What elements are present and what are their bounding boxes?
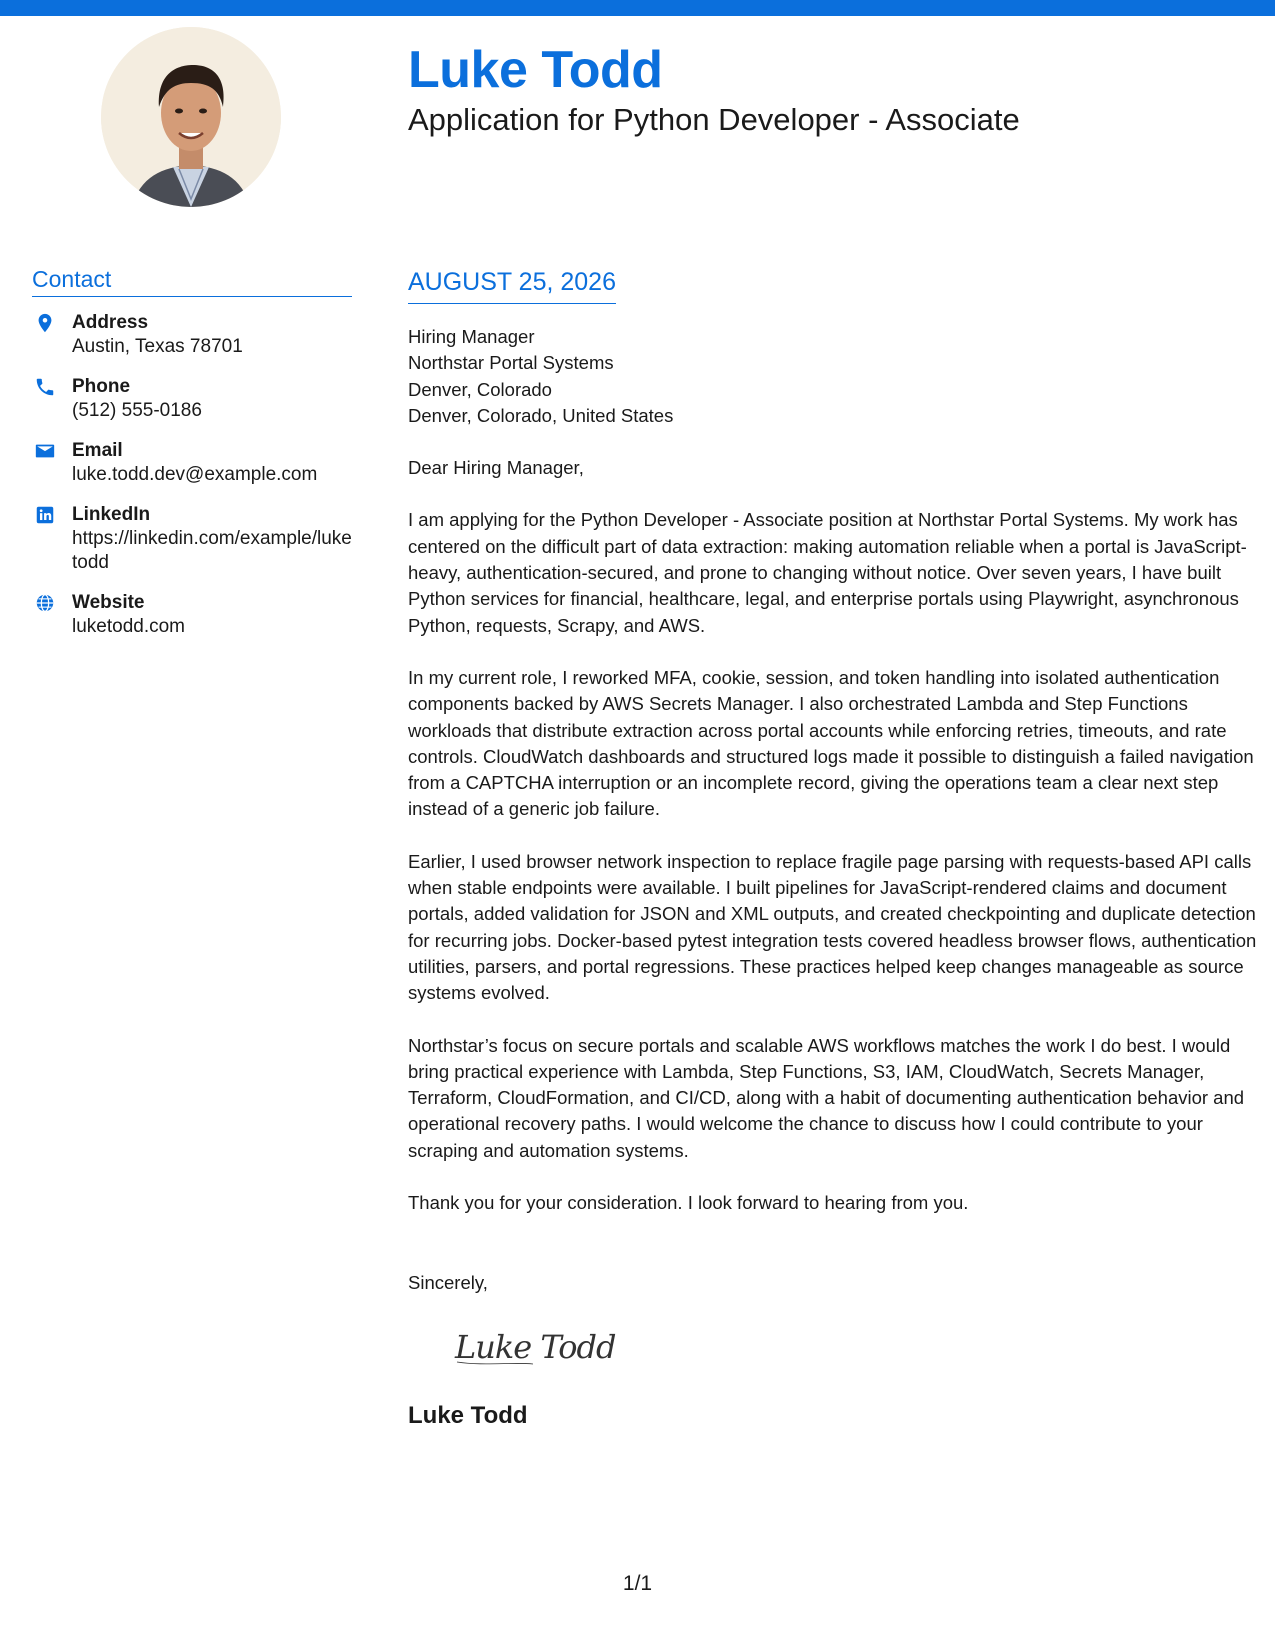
letter-body [408,268,1258,1430]
email-label: Email [72,440,123,461]
body-paragraph: Thank you for your consideration. I look forward to hearing from you. [408,1192,969,1214]
recipient-line: Denver, Colorado [408,378,552,400]
letter-date: AUGUST 25, 2026 [408,268,616,304]
contact-linkedin [32,503,352,575]
recipient-line: Denver, Colorado, United States [408,404,674,426]
phone-value: (512) 555-0186 [72,400,202,421]
applicant-name: Luke Todd [408,41,663,99]
body-paragraph: Earlier, I used browser network inspection to replace fragile page parsing with requests-based API calls when stable endpoints were available. I built pipelines for JavaScript-rendered claims and document portals, added validation for JSON and XML outputs, and created checkpointing and duplicate detection for recurring jobs. Docker-based pytest integration tests covered headless browser flows, authentication utilities, parsers, and portal regressions. These practices helped keep changes manageable as source systems evolved. [408,850,1257,1004]
closing: Sincerely, [408,1272,488,1294]
contact-website [32,591,352,639]
globe-icon [34,592,56,614]
handwritten-signature [453,1322,1258,1382]
recipient-block [408,324,1258,429]
address-label: Address [72,312,149,333]
svg-text:Luke Todd: Luke Todd [455,1328,616,1367]
address-value: Austin, Texas 78701 [72,336,243,357]
signer-name: Luke Todd [408,1402,528,1430]
profile-photo [101,27,281,207]
phone-label: Phone [72,376,131,397]
contact-section [32,266,352,655]
contact-phone [32,375,352,423]
location-pin-icon [34,312,56,334]
contact-address [32,311,352,359]
email-icon [34,440,56,462]
top-accent-bar [0,0,1275,16]
body-paragraph: In my current role, I reworked MFA, cookie, session, and token handling into isolated authentication components backed by AWS Secrets Manager. I also orchestrated Lambda and Step Functions workloads that distribute extraction across portal accounts while enforcing retries, timeouts, and rate controls. CloudWatch dashboards and structured logs made it possible to distinguish a failed navigation from a CAPTCHA interruption or an incomplete record, giving the operations team a clear next step instead of a generic job failure. [408,666,1254,820]
email-value[interactable]: luke.todd.dev@example.com [72,464,318,485]
phone-icon [34,376,56,398]
contact-email [32,439,352,487]
contact-heading: Contact [32,266,352,297]
body-paragraph: I am applying for the Python Developer - Associate position at Northstar Portal Systems. My work has centered on the difficult part of data extraction: making automation reliable when a portal is JavaScript-heavy, authentication-secured, and prone to changing without notice. Over seven years, I have built Python services for financial, healthcare, legal, and enterprise portals using Playwright, asynchronous Python, requests, Scrapy, and AWS. [408,509,1247,636]
page-number: 1/1 [622,1572,653,1595]
recipient-line: Hiring Manager [408,326,535,347]
application-subtitle: Application for Python Developer - Associate [408,102,1020,137]
body-paragraph: Northstar’s focus on secure portals and scalable AWS workflows matches the work I do best. I would bring practical experience with Lambda, Step Functions, S3, IAM, CloudWatch, Secrets Manager, Terraform, CloudFormation, and CI/CD, along with a habit of documenting authentication behavior and operational recovery paths. I would welcome the chance to discuss how I could contribute to your scraping and automation systems. [408,1034,1245,1161]
linkedin-label: LinkedIn [72,504,151,525]
website-label: Website [72,592,145,613]
salutation: Dear Hiring Manager, [408,457,584,479]
linkedin-value[interactable]: https://linkedin.com/example/luketodd [72,528,352,573]
website-value[interactable]: luketodd.com [72,616,186,637]
linkedin-icon [34,504,56,526]
recipient-line: Northstar Portal Systems [408,352,614,374]
